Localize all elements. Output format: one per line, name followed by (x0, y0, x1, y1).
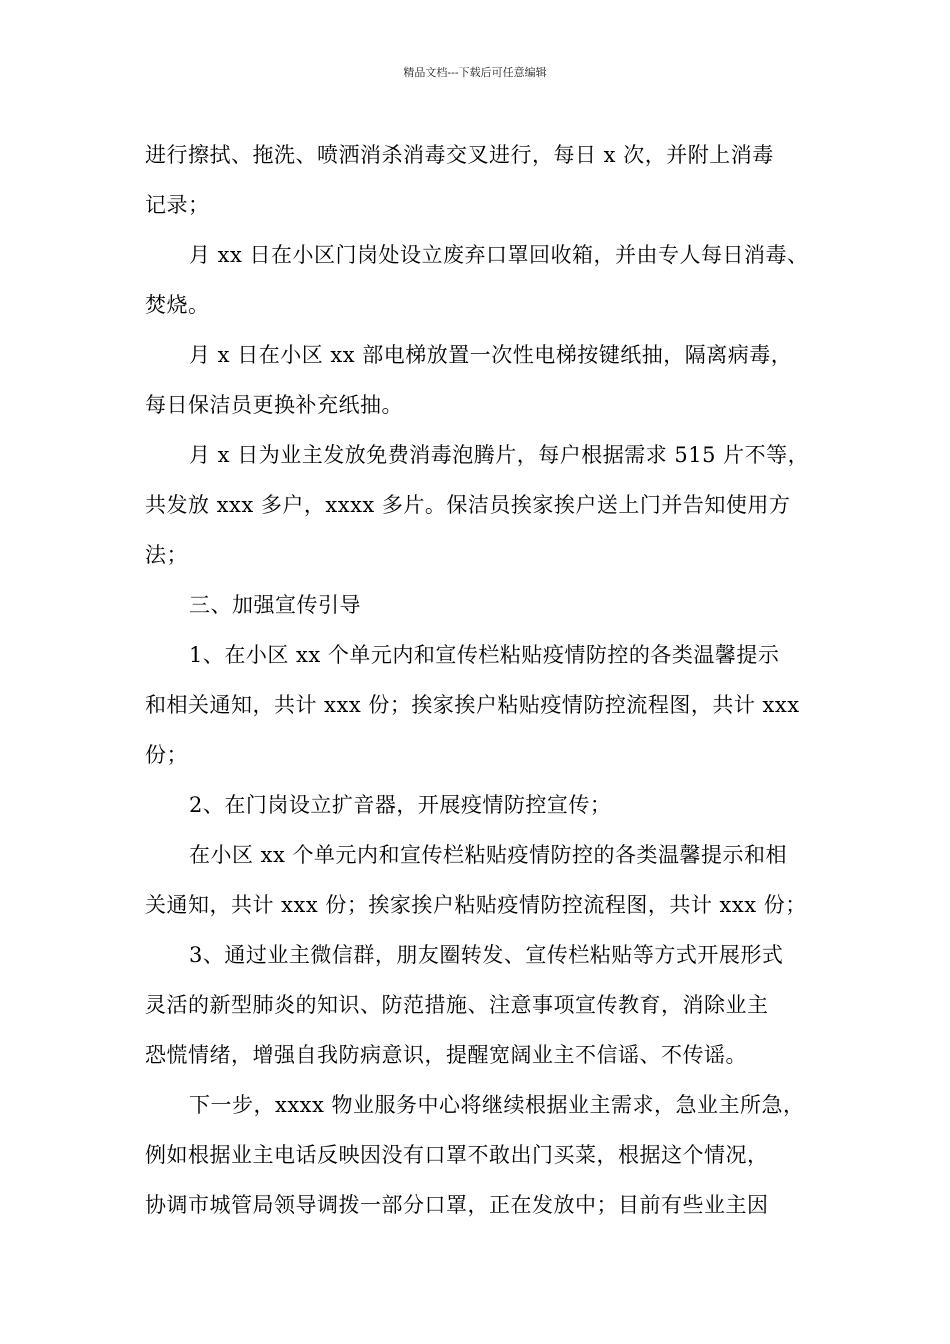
page-header: 精品文档---下载后可任意编辑 (403, 66, 547, 79)
text-line: 月 x 日在小区 xx 部电梯放置一次性电梯按键纸抽，隔离病毒， (189, 343, 793, 367)
text-line: 共发放 xxx 多户，xxxx 多片。保洁员挨家挨户送上门并告知使用方 (145, 493, 791, 517)
text-line: 月 x 日为业主发放免费消毒泡腾片，每户根据需求 515 片不等， (189, 443, 810, 467)
text-line: 焚烧。 (145, 293, 210, 317)
text-line: 法； (145, 543, 188, 567)
text-line: 灵活的新型肺炎的知识、防范措施、注意事项宣传教育，消除业主 (145, 993, 769, 1017)
text-line: 和相关通知，共计 xxx 份；挨家挨户粘贴疫情防控流程图，共计 xxx (145, 693, 800, 717)
text-line: 每日保洁员更换补充纸抽。 (145, 393, 403, 417)
text-line: 1、在小区 xx 个单元内和宣传栏粘贴疫情防控的各类温馨提示 (189, 643, 780, 667)
text-line: 关通知，共计 xxx 份；挨家挨户粘贴疫情防控流程图，共计 xxx 份； (145, 893, 807, 917)
text-line: 协调市城管局领导调拨一部分口罩，正在发放中；目前有些业主因 (145, 1193, 769, 1217)
text-line: 2、在门岗设立扩音器，开展疫情防控宣传； (189, 793, 612, 817)
text-line: 在小区 xx 个单元内和宣传栏粘贴疫情防控的各类温馨提示和相 (189, 843, 788, 867)
text-line: 记录； (145, 193, 210, 217)
text-line: 下一步，xxxx 物业服务中心将继续根据业主需求，急业主所急， (189, 1093, 805, 1117)
text-line: 月 xx 日在小区门岗处设立废弃口罩回收箱，并由专人每日消毒、 (189, 243, 809, 267)
text-line: 进行擦拭、拖洗、喷洒消杀消毒交叉进行，每日 x 次，并附上消毒 (145, 143, 774, 167)
text-line: 恐慌情绪，增强自我防病意识，提醒宽阔业主不信谣、不传谣。 (145, 1043, 747, 1067)
text-line: 3、通过业主微信群，朋友圈转发、宣传栏粘贴等方式开展形式 (189, 943, 784, 967)
section-heading: 三、加强宣传引导 (189, 593, 361, 617)
text-line: 份； (145, 743, 188, 767)
text-line: 例如根据业主电话反映因没有口罩不敢出门买菜，根据这个情况， (145, 1143, 769, 1167)
document-body (145, 130, 835, 1230)
